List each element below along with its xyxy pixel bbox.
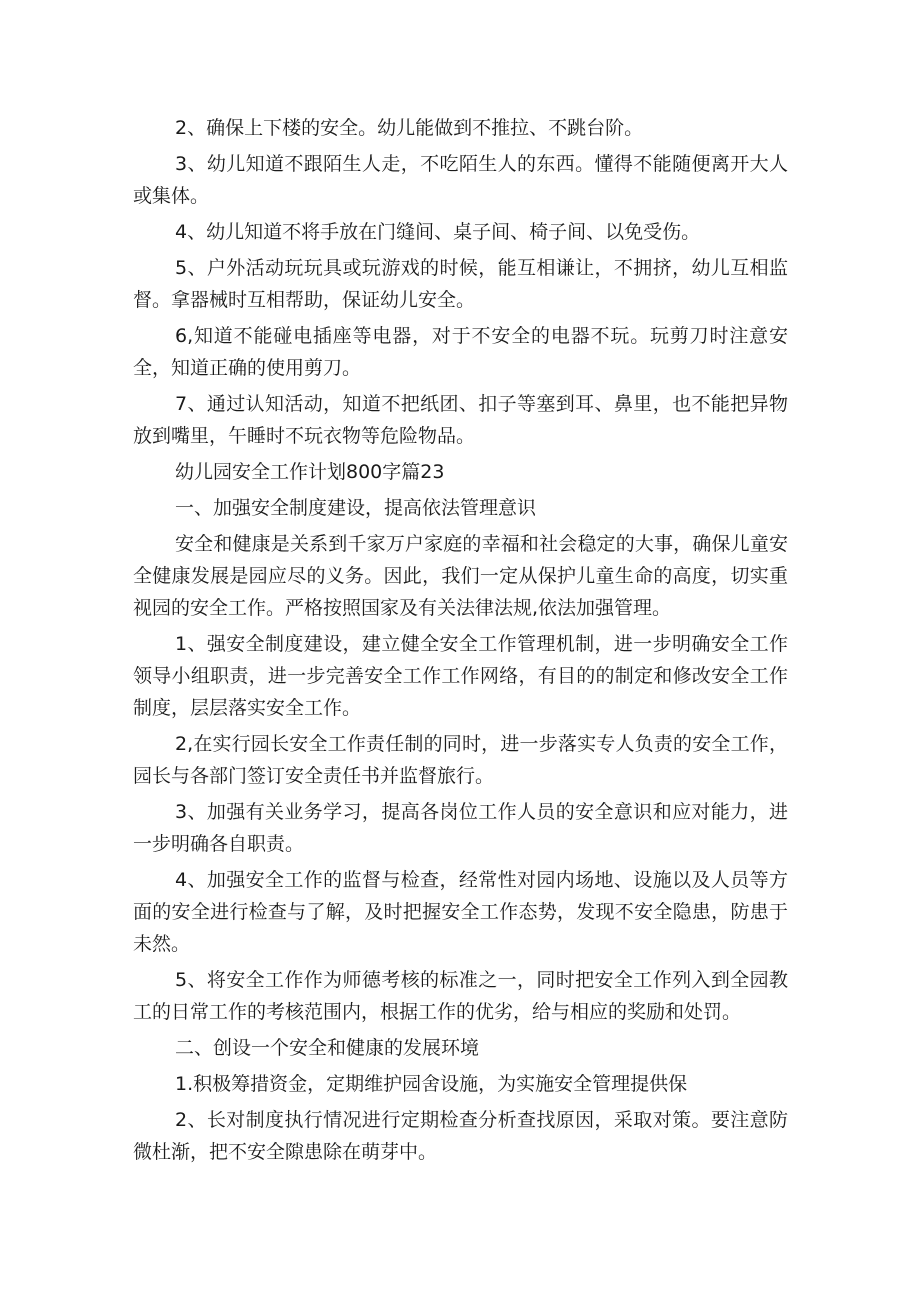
paragraph-1-5: 5、将安全工作作为师德考核的标准之一，同时把安全工作列入到全园教工的日常工作的考核范围内，根据工作的优劣，给与相应的奖励和处罚。 [133, 969, 788, 1023]
intro-paragraph: 安全和健康是关系到千家万户家庭的幸福和社会稳定的大事，确保儿童安全健康发展是园应尽的义务。因此，我们一定从保护儿童生命的高度，切实重视园的安全工作。严格按照国家及有关法律法规,依法加强管理。 [133, 533, 788, 619]
document-body [133, 112, 788, 1172]
section-title: 幼儿园安全工作计划800字篇23 [175, 461, 445, 483]
paragraph-2-1: 1.积极筹措资金，定期维护园舍设施，为实施安全管理提供保 [175, 1073, 688, 1095]
paragraph-item-2: 2、确保上下楼的安全。幼儿能做到不推拉、不跳台阶。 [175, 117, 644, 139]
paragraph-item-6: 6,知道不能碰电插座等电器，对于不安全的电器不玩。玩剪刀时注意安全，知道正确的使用剪刀。 [133, 325, 788, 379]
paragraph-item-7: 7、通过认知活动，知道不把纸团、扣子等塞到耳、鼻里，也不能把异物放到嘴里，午睡时不玩衣物等危险物品。 [133, 393, 788, 447]
paragraph-item-3: 3、幼儿知道不跟陌生人走，不吃陌生人的东西。懂得不能随便离开大人或集体。 [133, 153, 788, 207]
paragraph-1-1: 1、强安全制度建设，建立健全安全工作管理机制，进一步明确安全工作领导小组职责，进一步完善安全工作工作网络，有目的的制定和修改安全工作制度，层层落实安全工作。 [133, 633, 788, 719]
paragraph-1-3: 3、加强有关业务学习，提高各岗位工作人员的安全意识和应对能力，进一步明确各自职责。 [133, 801, 788, 855]
paragraph-2-2: 2、长对制度执行情况进行定期检查分析查找原因，采取对策。要注意防微杜渐，把不安全隙患除在萌芽中。 [133, 1109, 788, 1163]
section-heading-2: 二、创设一个安全和健康的发展环境 [175, 1037, 480, 1059]
paragraph-item-5: 5、户外活动玩玩具或玩游戏的时候，能互相谦让，不拥挤，幼儿互相监督。拿器械时互相帮助，保证幼儿安全。 [133, 257, 788, 311]
paragraph-1-4: 4、加强安全工作的监督与检查，经常性对园内场地、设施以及人员等方面的安全进行检查与了解，及时把握安全工作态势，发现不安全隐患，防患于未然。 [133, 869, 788, 955]
section-heading-1: 一、加强安全制度建设，提高依法管理意识 [175, 497, 537, 519]
paragraph-item-4: 4、幼儿知道不将手放在门缝间、桌子间、椅子间、以免受伤。 [175, 221, 701, 243]
paragraph-1-2: 2,在实行园长安全工作责任制的同时，进一步落实专人负责的安全工作，园长与各部门签订安全责任书并监督旅行。 [133, 733, 788, 787]
